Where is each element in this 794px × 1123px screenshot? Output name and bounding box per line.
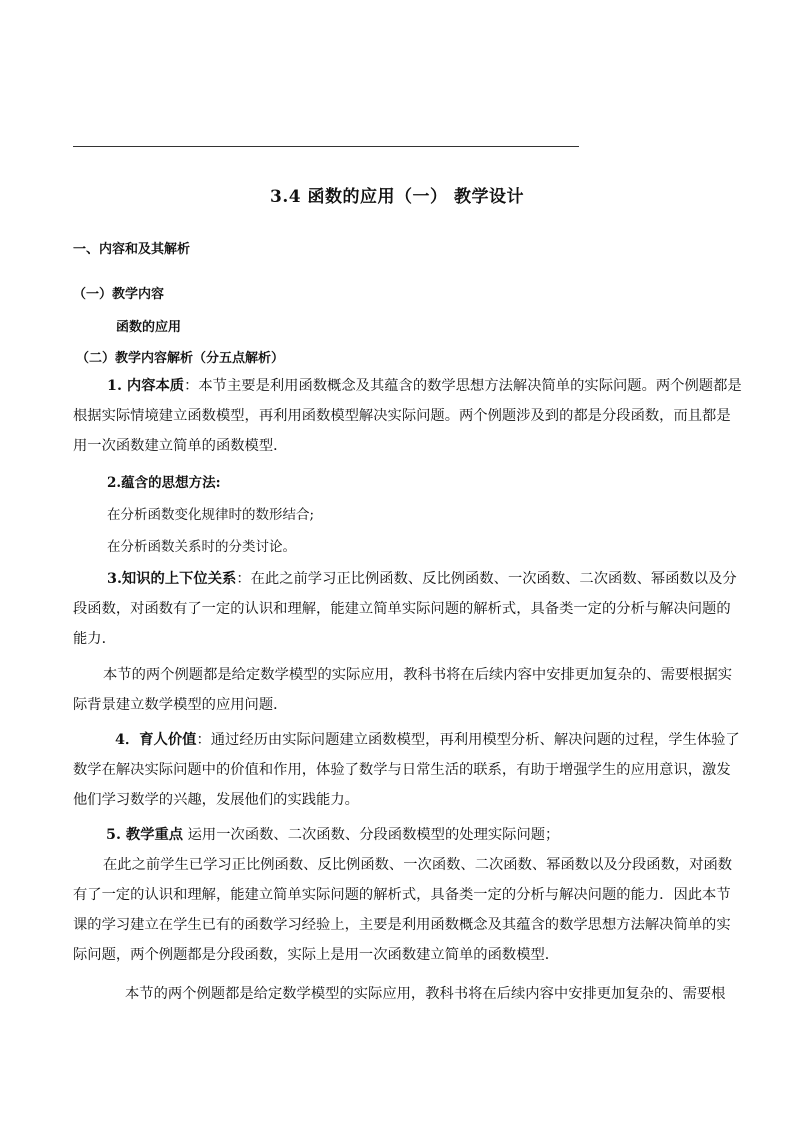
subsection-heading-1: （一）教学内容 — [73, 287, 165, 302]
header-rule — [73, 146, 579, 147]
label-educational-value: 4．育人价值 — [115, 732, 197, 748]
paragraph-educational-value: 4．育人价值：通过经历由实际问题建立函数模型，再利用模型分析、解决问题的过程，学生体验了 数学在解决实际问题中的价值和作用，体验了数学与日常生活的联系，有助于增强学生的应用意识，激发 他们学习数学的兴趣，发展他们的实践能力。 — [73, 732, 740, 808]
paragraph-examples-note: 本节的两个例题都是给定数学模型的实际应用，教科书将在后续内容中安排更加复杂的、需要根据实 际背景建立数学模型的应用问题． — [73, 667, 733, 713]
paragraph-content-essence: 1. 内容本质：本节主要是利用函数概念及其蕴含的数学思想方法解决简单的实际问题。两个例题都是 根据实际情境建立函数模型，再利用函数模型解决实际问题。两个例题涉及到的都是分段函数，而且都是 用一次函数建立简单的函数模型． — [73, 378, 742, 454]
label-teaching-focus: 5. 教学重点 — [106, 827, 184, 843]
paragraph-thinking-methods: 2.蕴含的思想方法: 在分析函数变化规律时的数形结合; 在分析函数关系时的分类讨论。 — [107, 475, 315, 555]
paragraph-prior-knowledge: 在此之前学生已学习正比例函数、反比例函数、一次函数、二次函数、幂函数以及分段函数，对函数 有了一定的认识和理解，能建立简单实际问题的解析式，具备类一定的分析与解决问题的能力．因此本节 课的学习建立在学生已有的函数学习经验上，主要是利用函数概念及其蕴含的数学思想方法解决简单的实 际问题，两个例题都是分段函数，实际上是用一次函数建立简单的函数模型． — [73, 857, 733, 963]
paragraph-examples-repeat: 本节的两个例题都是给定数学模型的实际应用，教科书将在后续内容中安排更加复杂的、需要根 — [125, 986, 726, 1002]
label-thinking-methods: 2.蕴含的思想方法: — [107, 475, 221, 491]
section-heading-1: 一、内容和及其解析 — [73, 242, 191, 257]
subsection-1-body: 函数的应用 — [116, 320, 182, 335]
subsection-heading-2: （二）教学内容解析（分五点解析） — [76, 351, 285, 366]
paragraph-teaching-focus: 5. 教学重点 运用一次函数、二次函数、分段函数模型的处理实际问题； — [106, 827, 560, 843]
paragraph-knowledge-relations: 3.知识的上下位关系：在此之前学习正比例函数、反比例函数、一次函数、二次函数、幂函数以及分 段函数，对函数有了一定的认识和理解，能建立简单实际问题的解析式，具备类一定的分析与解决问题的 能力． — [73, 571, 737, 647]
label-content-essence: 1. 内容本质 — [107, 378, 185, 394]
document-title: 3.4 函数的应用（一） 教学设计 — [270, 187, 524, 207]
label-knowledge-relations: 3.知识的上下位关系 — [107, 571, 237, 587]
